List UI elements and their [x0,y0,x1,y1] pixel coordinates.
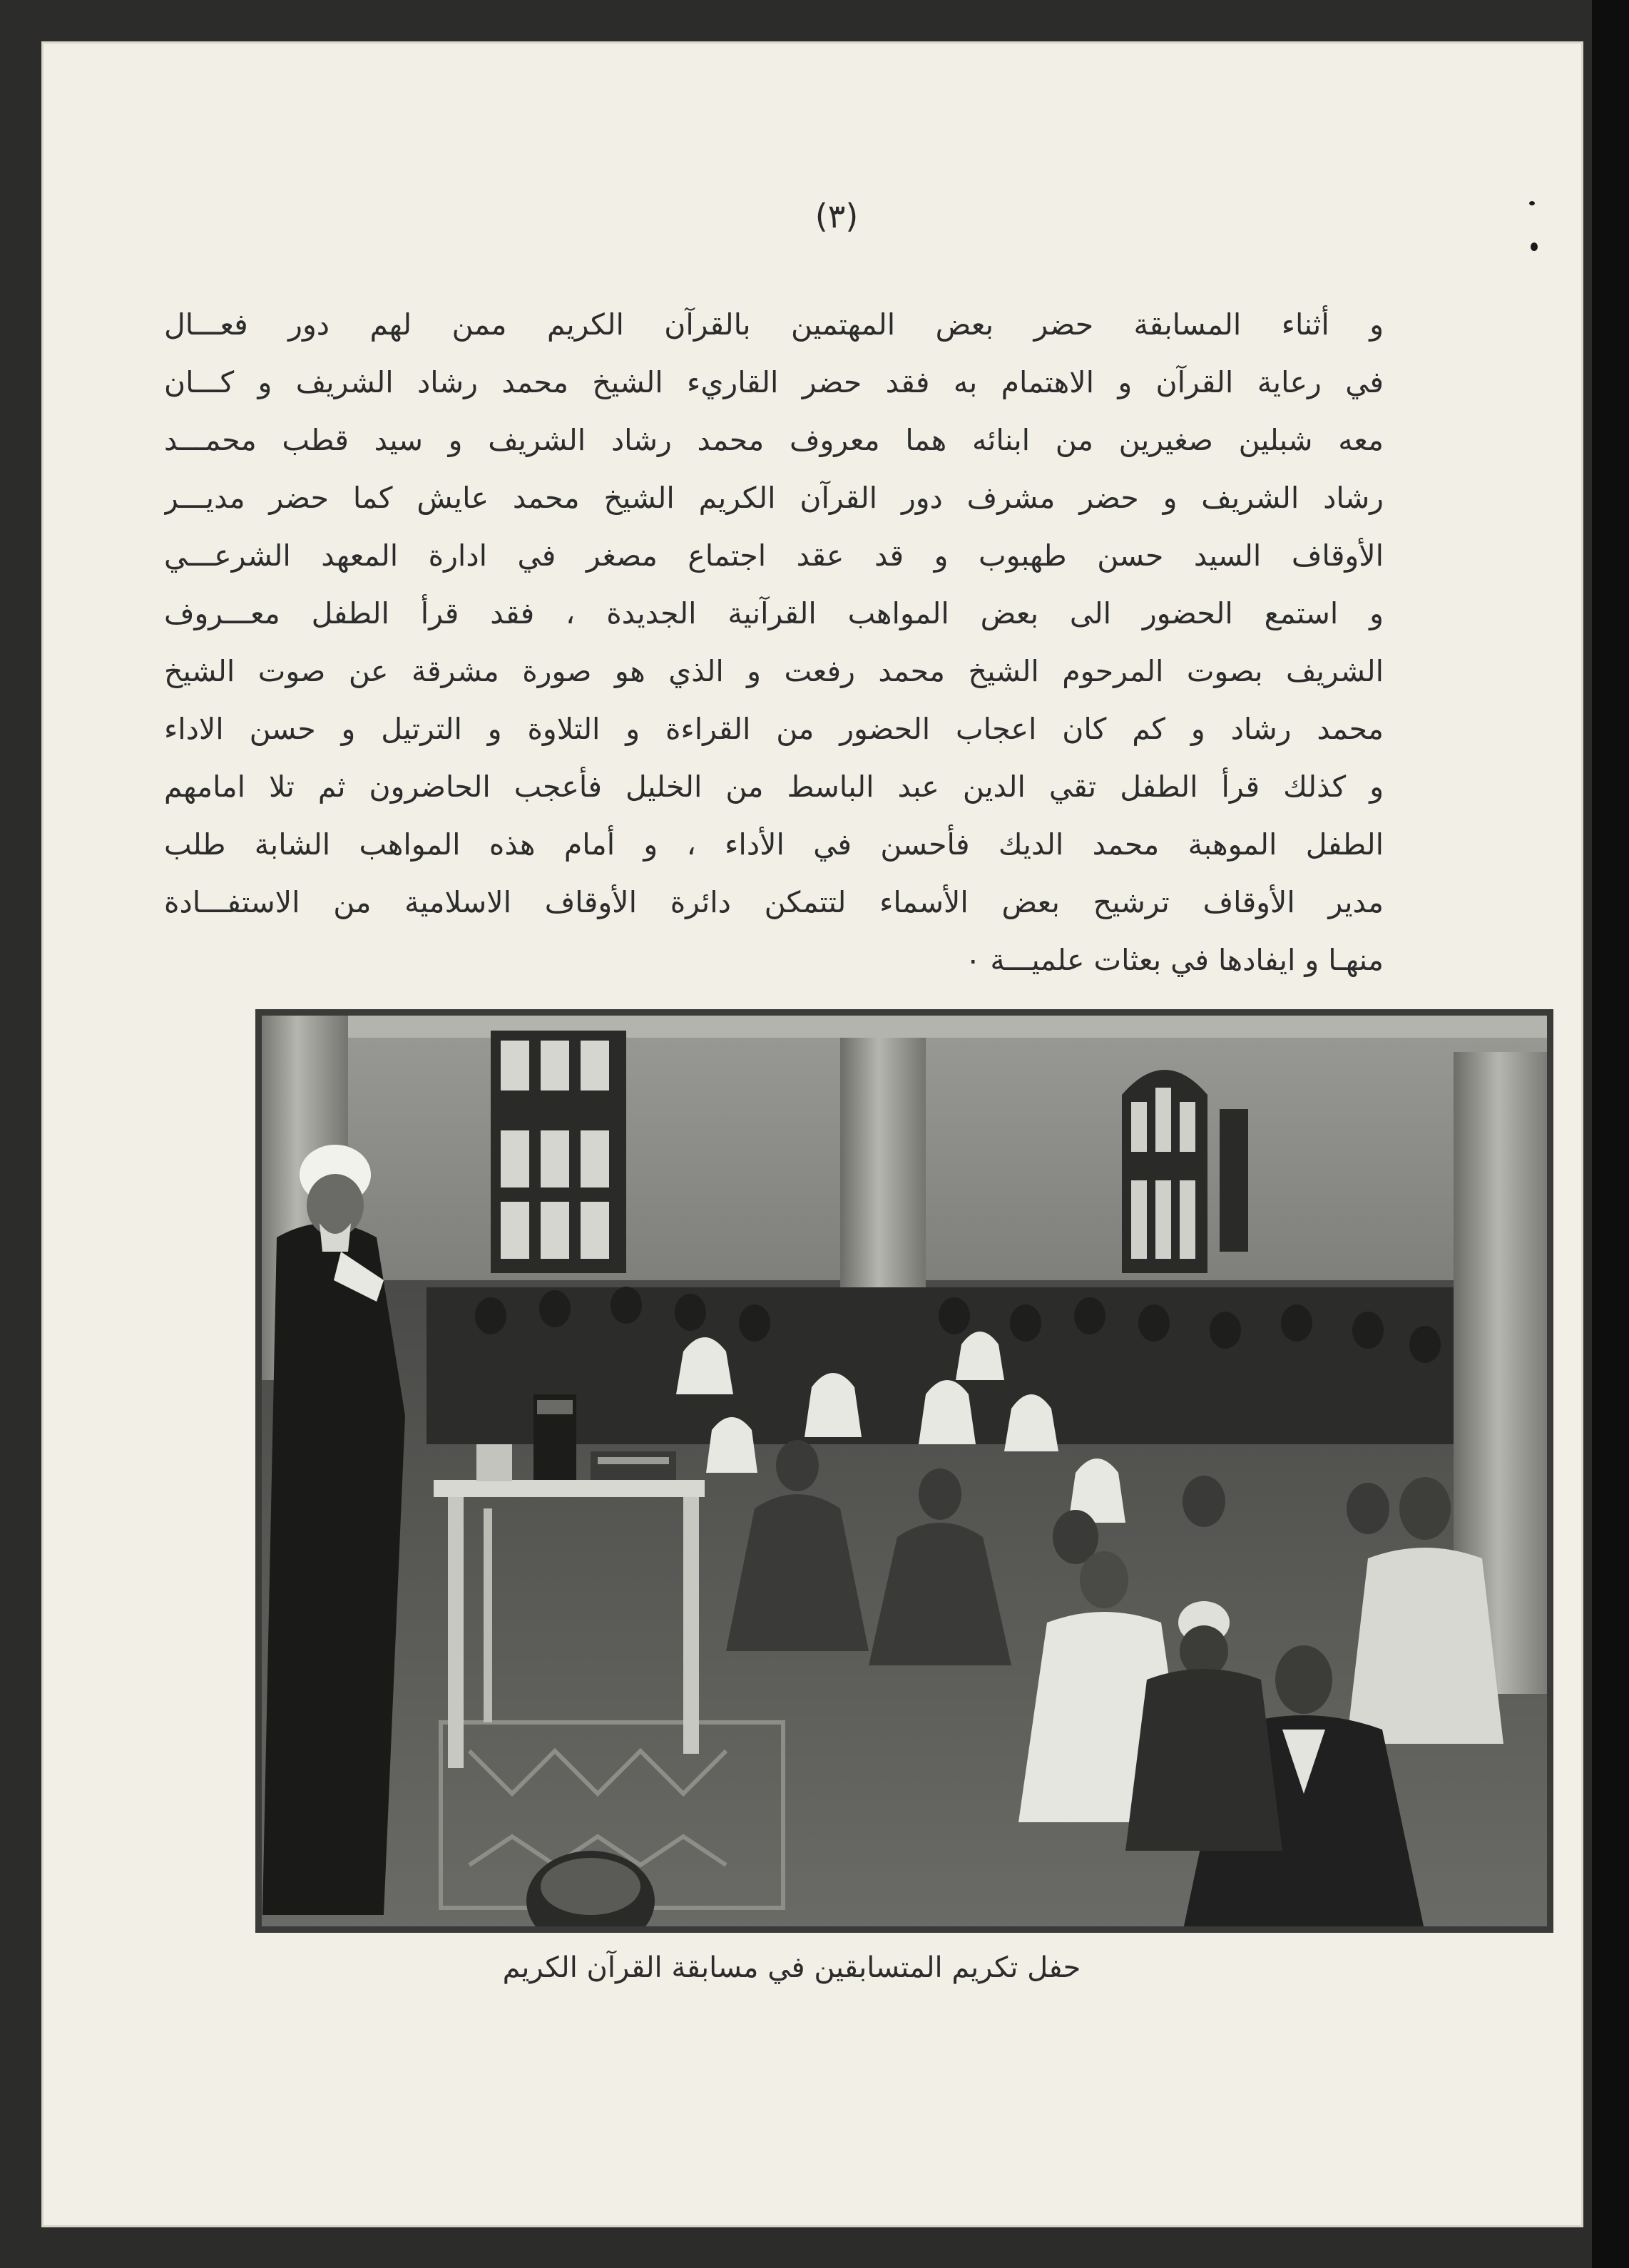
text-line: منهـا و ايفادها في بعثات علميـــة ٠ [965,943,1384,977]
edge-mark [1531,242,1538,251]
edge-mark [1529,201,1535,205]
text-line: و استمع الحضور الى بعض المواهب القرآنية الجديدة ، فقد قرأ الطفل معـــروف [164,596,1384,630]
ceremony-photo [255,1009,1553,1933]
text-line: رشاد الشريف و حضر مشرف دور القرآن الكريم الشيخ محمد عايش كما حضر مديـــر [164,481,1384,515]
text-line: و أثناء المسابقة حضر بعض المهتمين بالقرآن الكريم ممن لهم دور فعـــال [164,307,1384,342]
photo-caption: حفل تكريم المتسابقين في مسابقة القرآن الكريم [502,1951,1081,1984]
text-line: الطفل الموهبة محمد الديك فأحسن في الأداء ، و أمام هذه المواهب الشابة طلب [164,827,1384,862]
text-line: محمد رشاد و كم كان اعجاب الحضور من القراءة و التلاوة و الترتيل و حسن الاداء [164,712,1384,746]
text-line: و كذلك قرأ الطفل تقي الدين عبد الباسط من الخليل فأعجب الحاضرون ثم تلا امامهم [164,770,1384,804]
text-line: في رعاية القرآن و الاهتمام به فقد حضر القاريء الشيخ محمد رشاد الشريف و كـــان [164,365,1384,399]
scan-right-edge [1592,0,1629,2268]
page-number: (٣) [814,197,859,235]
text-line: معه شبلين صغيرين من ابنائه هما معروف محمد رشاد الشريف و سيد قطب محمـــد [164,423,1384,457]
text-line: الشريف بصوت المرحوم الشيخ محمد رفعت و الذي هو صورة مشرقة عن صوت الشيخ [164,654,1384,688]
text-line: الأوقاف السيد حسن طهبوب و قد عقد اجتماع مصغر في ادارة المعهد الشرعـــي [164,538,1384,573]
body-text [164,296,1384,989]
text-line: مدير الأوقاف ترشيح بعض الأسماء لتتمكن دائرة الأوقاف الاسلامية من الاستفـــادة [164,885,1384,919]
ceremony-photo-drawing [255,1009,1553,1933]
